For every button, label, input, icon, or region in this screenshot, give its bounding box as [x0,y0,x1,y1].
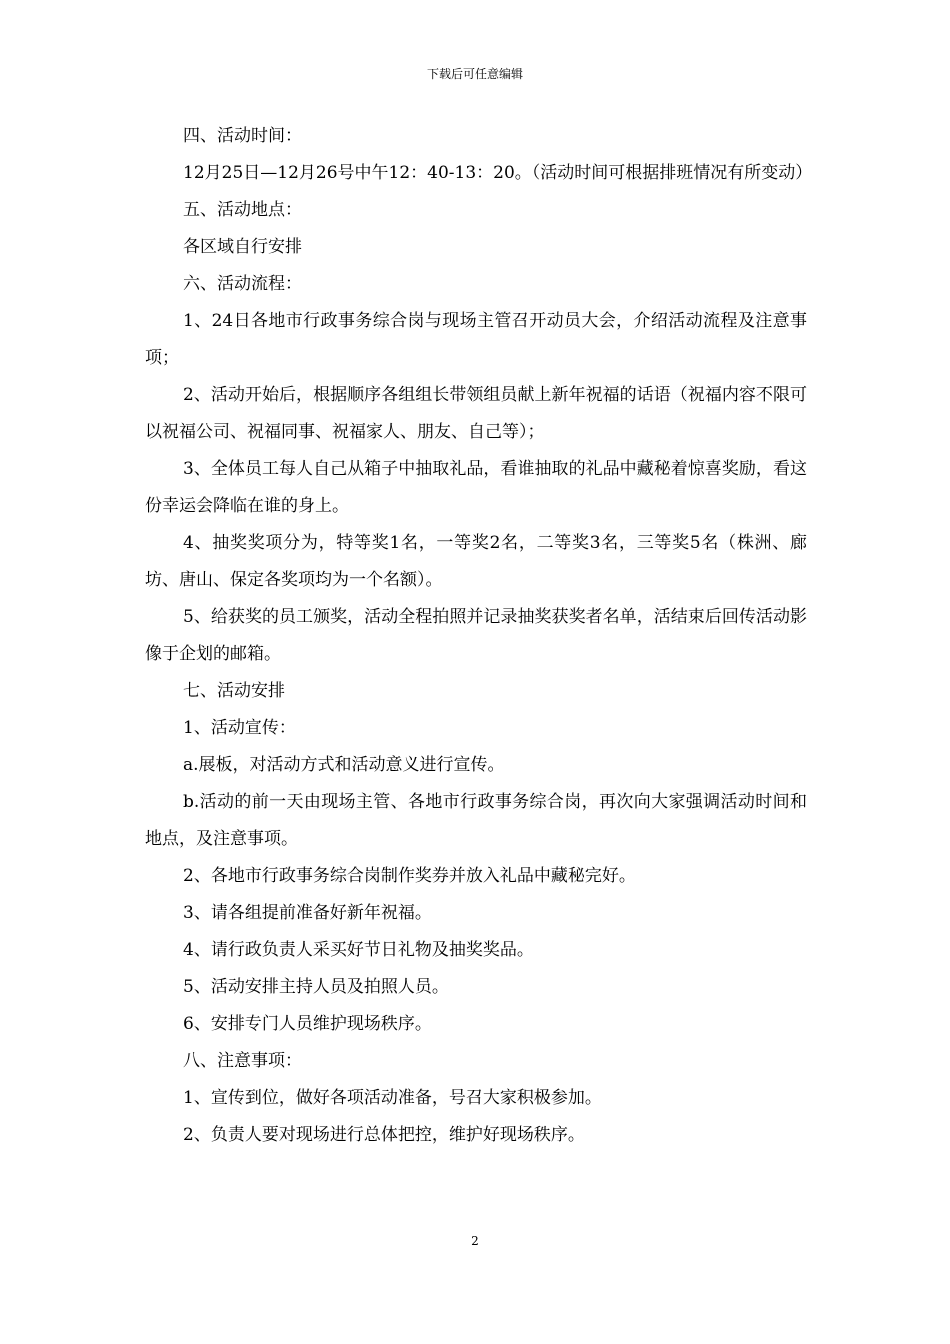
section-heading-time: 四、活动时间： [183,126,302,146]
arrangement-item-1: 1、活动宣传： [183,718,296,738]
process-item-1: 1、24日各地市行政事务综合岗与现场主管召开动员大会，介绍活动流程及注意事项； [145,311,807,368]
arrangement-item-1a: a.展板，对活动方式和活动意义进行宣传。 [183,755,505,775]
arrangement-item-1b: b.活动的前一天由现场主管、各地市行政事务综合岗，再次向大家强调活动时间和地点，及注意事项。 [145,792,807,849]
section-heading-process: 六、活动流程： [183,274,302,294]
arrangement-item-5: 5、活动安排主持人员及拍照人员。 [183,977,449,997]
page-number: 2 [471,1234,479,1248]
process-item-2: 2、活动开始后，根据顺序各组组长带领组员献上新年祝福的话语（祝福内容不限可以祝福公司、祝福同事、祝福家人、朋友、自己等）； [145,385,807,442]
arrangement-item-4: 4、请行政负责人采买好节日礼物及抽奖奖品。 [183,940,534,960]
arrangement-item-2: 2、各地市行政事务综合岗制作奖券并放入礼品中藏秘完好。 [183,866,636,886]
paragraph-location-detail: 各区域自行安排 [183,237,302,257]
section-heading-notes: 八、注意事项： [183,1051,302,1071]
notes-item-2: 2、负责人要对现场进行总体把控，维护好现场秩序。 [183,1125,585,1145]
arrangement-item-3: 3、请各组提前准备好新年祝福。 [183,903,432,923]
paragraph-time-detail: 12月25日—12月26号中午12：40-13：20。（活动时间可根据排班情况有所变动） [183,163,813,183]
arrangement-item-6: 6、安排专门人员维护现场秩序。 [183,1014,432,1034]
document-body [145,118,813,1154]
process-item-4: 4、抽奖奖项分为，特等奖1名，一等奖2名，二等奖3名，三等奖5名（株洲、廊坊、唐山、保定各奖项均为一个名额）。 [145,533,807,590]
section-heading-arrangement: 七、活动安排 [183,681,285,701]
process-item-3: 3、全体员工每人自己从箱子中抽取礼品，看谁抽取的礼品中藏秘着惊喜奖励，看这份幸运会降临在谁的身上。 [145,459,807,516]
section-heading-location: 五、活动地点： [183,200,302,220]
page-header: 下载后可任意编辑 [426,67,523,81]
process-item-5: 5、给获奖的员工颁奖，活动全程拍照并记录抽奖获奖者名单，活结束后回传活动影像于企划的邮箱。 [145,607,807,664]
notes-item-1: 1、宣传到位，做好各项活动准备，号召大家积极参加。 [183,1088,602,1108]
